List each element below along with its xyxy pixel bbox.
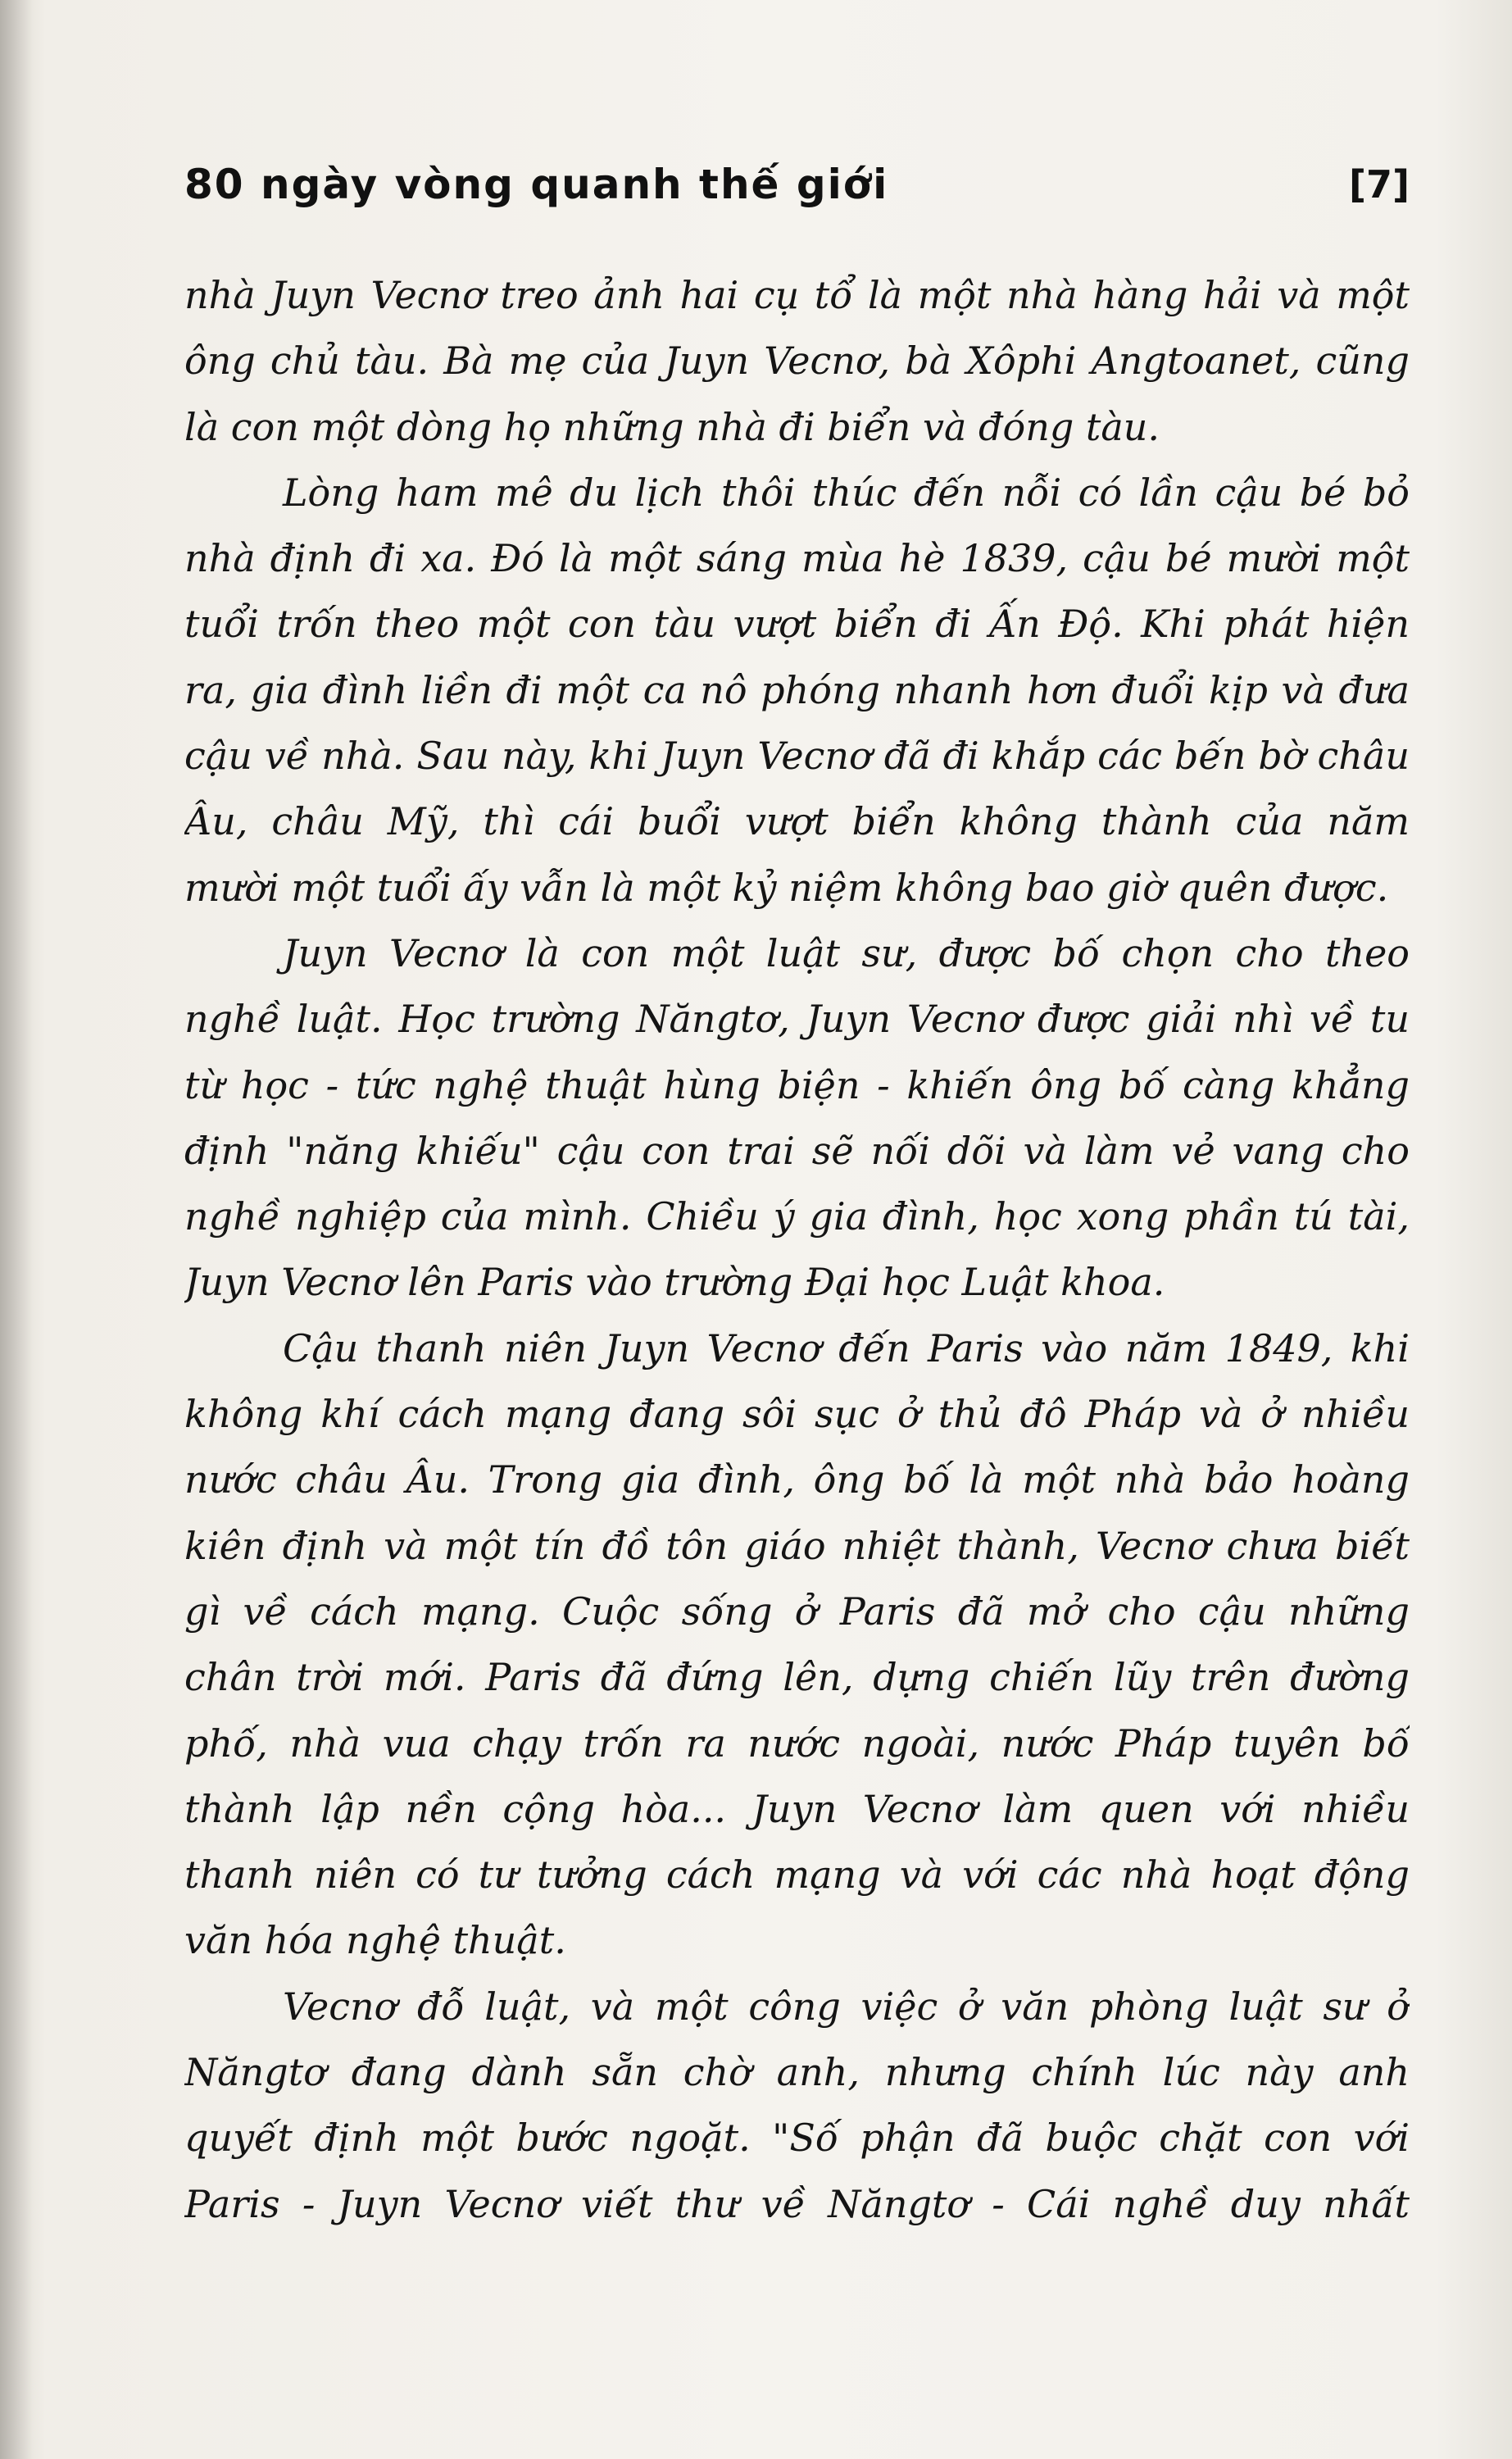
text-line: Lòng ham mê du lịch thôi thúc đến nỗi có lần cậu bé bỏ	[283, 470, 1410, 515]
text-line: Paris - Juyn Vecnơ viết thư về Năngtơ - Cái nghề duy nhất	[184, 2181, 1410, 2226]
text-line: chân trời mới. Paris đã đứng lên, dựng chiến lũy trên đường	[184, 1655, 1410, 1700]
text-line: nhà Juyn Vecnơ treo ảnh hai cụ tổ là một nhà hàng hải và một	[184, 273, 1410, 317]
text-line: quyết định một bước ngoặt. "Số phận đã buộc chặt con với	[184, 2116, 1410, 2161]
body-text	[184, 262, 1410, 2237]
text-line: Cậu thanh niên Juyn Vecnơ đến Paris vào năm 1849, khi	[283, 1325, 1410, 1370]
text-line: nước châu Âu. Trong gia đình, ông bố là một nhà bảo hoàng	[184, 1457, 1410, 1502]
page-number: [7]	[1348, 162, 1410, 207]
text-line: nghề nghiệp của mình. Chiều ý gia đình, học xong phần tú tài,	[184, 1194, 1410, 1239]
text-line: mười một tuổi ấy vẫn là một kỷ niệm không bao giờ quên được.	[184, 865, 1389, 910]
text-line: thanh niên có tư tưởng cách mạng và với các nhà hoạt động	[184, 1852, 1410, 1898]
text-line: Juyn Vecnơ là con một luật sư, được bố chọn cho theo	[283, 930, 1410, 975]
text-line: cậu về nhà. Sau này, khi Juyn Vecnơ đã đi khắp các bến bờ châu	[184, 734, 1410, 779]
text-line: gì về cách mạng. Cuộc sống ở Paris đã mở cho cậu những	[184, 1589, 1410, 1634]
text-line: thành lập nền cộng hòa... Juyn Vecnơ làm quen với nhiều	[184, 1786, 1410, 1831]
text-line: ông chủ tàu. Bà mẹ của Juyn Vecnơ, bà Xôphi Angtoanet, cũng	[184, 339, 1410, 384]
text-line: phố, nhà vua chạy trốn ra nước ngoài, nước Pháp tuyên bố	[184, 1720, 1410, 1766]
text-line: ra, gia đình liền đi một ca nô phóng nhanh hơn đuổi kịp và đưa	[184, 667, 1410, 712]
page-header	[184, 152, 1410, 217]
text-line: từ học - tức nghệ thuật hùng biện - khiến ông bố càng khẳng	[184, 1062, 1410, 1107]
text-line: Juyn Vecnơ lên Paris vào trường Đại học Luật khoa.	[184, 1260, 1165, 1305]
text-line: kiên định và một tín đồ tôn giáo nhiệt thành, Vecnơ chưa biết	[184, 1523, 1410, 1568]
text-line: nhà định đi xa. Đó là một sáng mùa hè 1839, cậu bé mười một	[184, 536, 1410, 581]
text-line: không khí cách mạng đang sôi sục ở thủ đô Pháp và ở nhiều	[184, 1392, 1410, 1437]
text-line: Năngtơ đang dành sẵn chờ anh, nhưng chính lúc này anh	[184, 2050, 1410, 2095]
text-line: văn hóa nghệ thuật.	[184, 1918, 566, 1963]
text-line: Vecnơ đỗ luật, và một công việc ở văn phòng luật sư ở	[283, 1984, 1410, 2029]
text-line: nghề luật. Học trường Năngtơ, Juyn Vecnơ được giải nhì về tu	[184, 997, 1410, 1042]
page-gutter-shadow	[0, 0, 33, 2459]
text-line: tuổi trốn theo một con tàu vượt biển đi Ấn Độ. Khi phát hiện	[184, 602, 1410, 647]
running-title: 80 ngày vòng quanh thế giới	[184, 161, 889, 208]
text-line: định "năng khiếu" cậu con trai sẽ nối dõi và làm vẻ vang cho	[184, 1128, 1410, 1173]
text-line: là con một dòng họ những nhà đi biển và đóng tàu.	[184, 404, 1160, 449]
text-line: Âu, châu Mỹ, thì cái buổi vượt biển không thành của năm	[184, 799, 1410, 844]
